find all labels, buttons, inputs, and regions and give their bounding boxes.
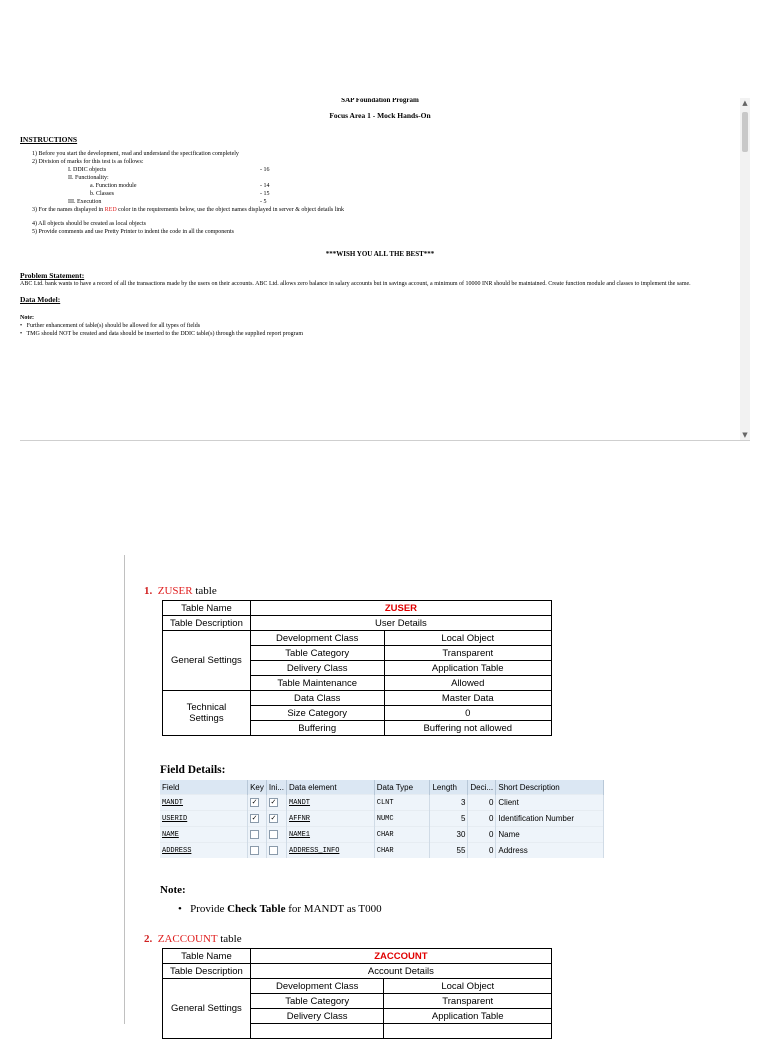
key-checkbox: ✓	[251, 799, 258, 807]
field-details-title: Field Details:	[160, 764, 226, 776]
wish-text: ***WISH YOU ALL THE BEST***	[325, 250, 435, 258]
problem-text: ABC Ltd. bank wants to have a record of all the transactions made by the users on their accounts. ABC Ltd. allows zero balance in salary accounts but in savings account, a minimum of 10000 INR should be maintained. Create function module and classes to implement the same.	[20, 281, 691, 287]
field-details-table	[160, 780, 604, 858]
instructions-heading: INSTRUCTIONS	[20, 135, 78, 144]
key-checkbox	[250, 846, 259, 855]
vertical-scrollbar[interactable]	[740, 98, 750, 440]
note-heading: Note:	[20, 315, 34, 321]
instruction-3: 3) For the names displayed in RED color in the requirements below, use the object names displayed in server & object details link	[32, 207, 345, 213]
column-header: Short Description	[496, 780, 604, 795]
column-header: Key	[248, 780, 267, 795]
column-header: Field	[160, 780, 248, 795]
scroll-up-icon[interactable]: ▲	[742, 99, 748, 107]
key-checkbox: ✓	[251, 815, 258, 823]
zuser-spec-table: Table Name ZUSER Table Description User Details General Settings Development Class Local Object Table Category Transparent Delivery Class Application Table Table Maintenance Allowed Technical Settings Data Class Master Data Size Category 0 Buffering Buffering not allowed	[162, 600, 552, 736]
table-name-value: ZACCOUNT	[250, 949, 551, 964]
initial-checkbox: ✓	[270, 799, 277, 807]
note-item: • Further enhancement of table(s) should be allowed for all types of fields	[20, 323, 201, 329]
initial-checkbox	[269, 846, 278, 855]
problem-heading: Problem Statement:	[20, 271, 85, 280]
data-model-heading: Data Model:	[20, 295, 61, 304]
table-name-value: ZUSER	[250, 601, 551, 616]
column-header: Deci...	[468, 780, 496, 795]
marks-row: I. DDIC objects - 16	[68, 167, 270, 173]
key-checkbox	[250, 830, 259, 839]
instruction-5: 5) Provide comments and use Pretty Printer to indent the code in all the components	[32, 229, 234, 235]
instruction-1: 1) Before you start the development, read and understand the specification completely	[32, 151, 239, 157]
instruction-4: 4) All objects should be created as local objects	[32, 221, 146, 227]
table-row: NAME NAME1 CHAR 30 0 Name	[160, 827, 604, 843]
scroll-down-icon[interactable]: ▼	[742, 431, 748, 439]
marks-row: b. Classes - 15	[90, 191, 270, 197]
note-heading: Note:	[160, 884, 186, 896]
bullet-icon: •	[178, 903, 182, 915]
table-row: ADDRESS ADDRESS_INFO CHAR 55 0 Address	[160, 843, 604, 859]
note-item: • TMG should NOT be created and data should be inserted to the DDIC table(s) through the supplied report program	[20, 331, 303, 337]
zaccount-spec-table: Table Name ZACCOUNT Table Description Account Details General Settings Development Class Local Object Table Category Transparent Delivery Class Application Table	[162, 948, 552, 1039]
section-1-title: 1. ZUSER table	[144, 585, 217, 597]
column-header: Data element	[287, 780, 375, 795]
table-row: MANDT ✓ ✓ MANDT CLNT 3 0 Client	[160, 795, 604, 811]
initial-checkbox: ✓	[270, 815, 277, 823]
note-item: • Provide Check Table for MANDT as T000	[178, 903, 382, 915]
column-header: Ini...	[266, 780, 286, 795]
general-settings-label: General Settings	[163, 631, 251, 691]
general-settings-label: General Settings	[163, 979, 251, 1039]
focus-title: Focus Area 1 - Mock Hands-On	[329, 111, 431, 120]
table-row: USERID ✓ ✓ AFFNR NUMC 5 0 Identification Number	[160, 811, 604, 827]
section-2-title: 2. ZACCOUNT table	[144, 933, 242, 945]
program-title: SAP Foundation Program	[341, 98, 419, 104]
page-margin-line	[124, 555, 125, 1024]
document-viewer	[20, 98, 750, 441]
column-header: Length	[430, 780, 468, 795]
document-page	[20, 98, 740, 338]
scrollbar-thumb[interactable]	[742, 112, 748, 152]
column-header: Data Type	[374, 780, 430, 795]
technical-settings-label: Technical Settings	[163, 691, 251, 736]
marks-row: a. Function module - 14	[90, 183, 270, 189]
instruction-2: 2) Division of marks for this test is as follows:	[32, 159, 144, 165]
marks-row: II. Functionality:	[68, 175, 109, 181]
marks-row: III. Execution - 5	[68, 199, 267, 205]
initial-checkbox	[269, 830, 278, 839]
